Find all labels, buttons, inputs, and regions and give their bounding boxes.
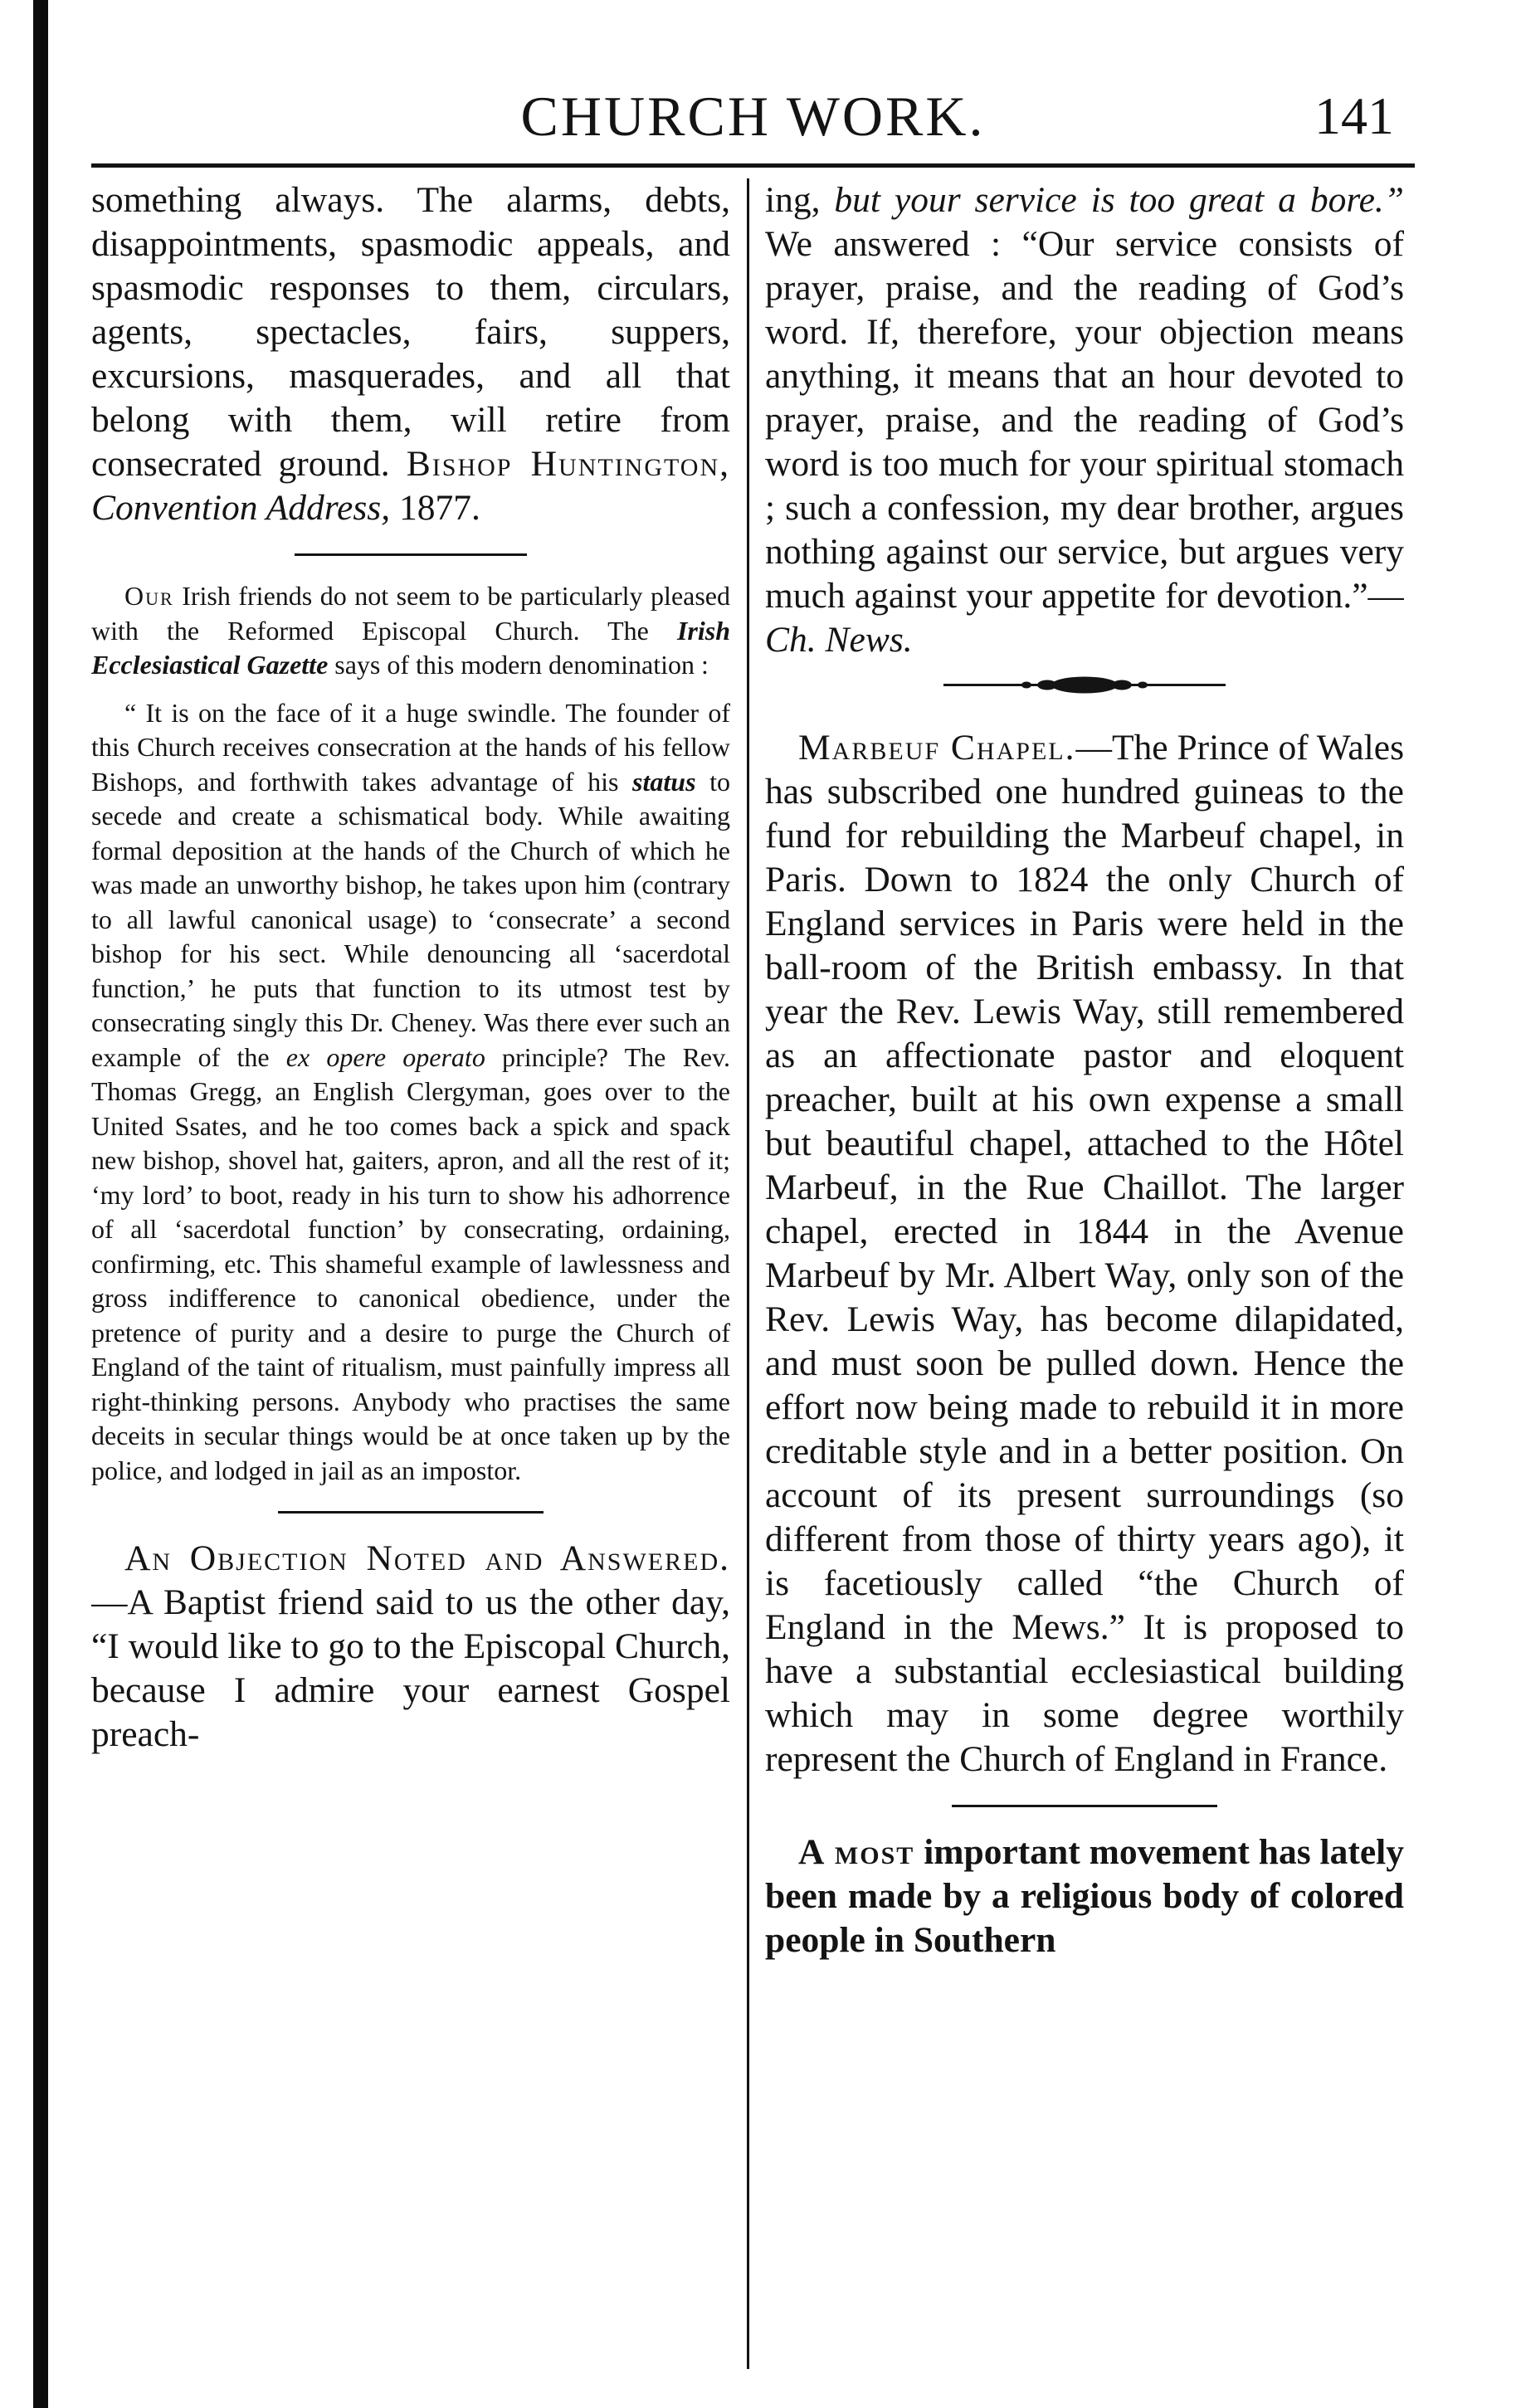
huntington-year: 1877.: [398, 488, 480, 528]
ornament-divider: [765, 672, 1404, 701]
huntington-text: something always. The alarms, debts, disappointments, spasmodic appeals, and spasmodic responses to them, circulars, agents, spectacles, fairs, suppers, excursions, masquerades, and all that belong with them, will retire from consecrated ground.: [91, 180, 730, 484]
objection-cont-2: We answered : “Our service consists of prayer, praise, and the reading of God’s word. If, therefore, your objection means anything, it means that an hour devoted to prayer, praise, and the reading of God’s word is too much for your spiritual stomach ; such a confession, my dear brother, argues nothing against our service, but argues very much against your appetite for devotion.”—: [765, 224, 1404, 616]
marbeuf-heading: Marbeuf Chapel.: [798, 728, 1076, 768]
quote-part-1: “ It is on the face of it a huge swindle. The founder of this Church receives consecration at the hands of his fellow Bishops, and forthwith takes advantage of his: [91, 697, 730, 797]
irish-intro: [91, 579, 730, 683]
header-rule: [91, 163, 1415, 168]
movement-lead: A most: [798, 1832, 915, 1872]
irish-intro-text: Irish friends do not seem to be particularly pleased with the Reformed Episcopal Church. The: [91, 581, 730, 646]
irish-intro-text-end: says of this modern denomination :: [334, 650, 709, 680]
page: [91, 79, 1415, 2369]
objection-continuation: [765, 178, 1404, 662]
objection-text: —A Baptist friend said to us the other day, “I would like to go to the Episcopal Church, because I admire your earnest Gospel preach-: [91, 1582, 730, 1754]
objection-heading: An Objection Noted and Answered.: [124, 1538, 730, 1578]
irish-gazette-title: Irish Ecclesiastical Gazette: [91, 615, 730, 680]
objection-source: Ch. News.: [765, 620, 913, 660]
huntington-author: Bishop Huntington,: [406, 444, 730, 484]
huntington-work: Convention Address,: [91, 488, 391, 528]
section-rule: [278, 1511, 544, 1514]
objection-cont-italic: but your service is too great a bore.”: [834, 180, 1404, 220]
binding-edge: [33, 0, 48, 2408]
movement-article: [765, 1830, 1404, 1962]
quote-status: status: [632, 766, 696, 797]
page-header: [91, 79, 1415, 158]
irish-quotation: [91, 696, 730, 1489]
objection-article: [91, 1537, 730, 1757]
ornament-rule-icon: [943, 672, 1226, 697]
left-column: [91, 178, 730, 2377]
section-rule: [952, 1805, 1217, 1807]
section-rule: [295, 553, 527, 556]
page-number: 141: [1314, 86, 1394, 145]
quote-part-3: principle? The Rev. Thomas Gregg, an English Clergyman, goes over to the United Ssates, and he too comes back a spick and spack new bishop, shovel hat, gaiters, apron, and all the rest of it; ‘my lord’ to boot, ready in his turn to show his adhorrence of all ‘sacerdotal function’ by consecrating, ordaining, confirming, etc. This shameful example of lawlessness and gross indifference to canonical obedience, under the pretence of purity and a desire to purge the Church of England of the taint of ritualism, must painfully impress all right-thinking persons. Anybody who practises the same deceits in secular things would be at once taken up by the police, and lodged in jail as an impostor.: [91, 1041, 730, 1485]
quote-part-2: to secede and create a schismatical body. While awaiting formal deposition at the hands of the Church of which he was made an unworthy bishop, he takes upon him (contrary to all lawful canonical usage) to ‘consecrate’ a second bishop for his sect. While denouncing all ‘sacerdotal function,’ he puts that function to its utmost test by consecrating singly this Dr. Cheney. Was there ever such an example of the: [91, 766, 730, 1072]
page-title: CHURCH WORK.: [520, 85, 986, 148]
huntington-quote: [91, 178, 730, 530]
quote-ex-opere: ex opere operato: [285, 1041, 485, 1072]
right-column: [765, 178, 1404, 2377]
column-divider: [747, 178, 749, 2369]
marbeuf-text: —The Prince of Wales has subscribed one hundred guineas to the fund for rebuilding the Marbeuf chapel, in Paris. Down to 1824 the only Church of England services in Paris were held in the ball-room of the British embassy. In that year the Rev. Lewis Way, still remembered as an affectionate pastor and eloquent preacher, built at his own expense a small but beautiful chapel, attached to the Hôtel Marbeuf, in the Rue Chaillot. The larger chapel, erected in 1844 in the Avenue Marbeuf by Mr. Albert Way, only son of the Rev. Lewis Way, has become dilapidated, and must soon be pulled down. Hence the effort now being made to rebuild it in more creditable style and in a better position. On account of its present surroundings (so different from those of thirty years ago), it is facetiously called “the Church of England in the Mews.” It is proposed to have a substantial ecclesiastical building which may in some degree worthily represent the Church of England in France.: [765, 728, 1404, 1779]
marbeuf-article: [765, 726, 1404, 1782]
spacer: [91, 683, 730, 696]
movement-text: important movement has lately been made by a religious body of colored people in Southern: [765, 1832, 1404, 1960]
objection-cont-1: ing,: [765, 180, 821, 220]
irish-lead: Our: [124, 581, 174, 611]
